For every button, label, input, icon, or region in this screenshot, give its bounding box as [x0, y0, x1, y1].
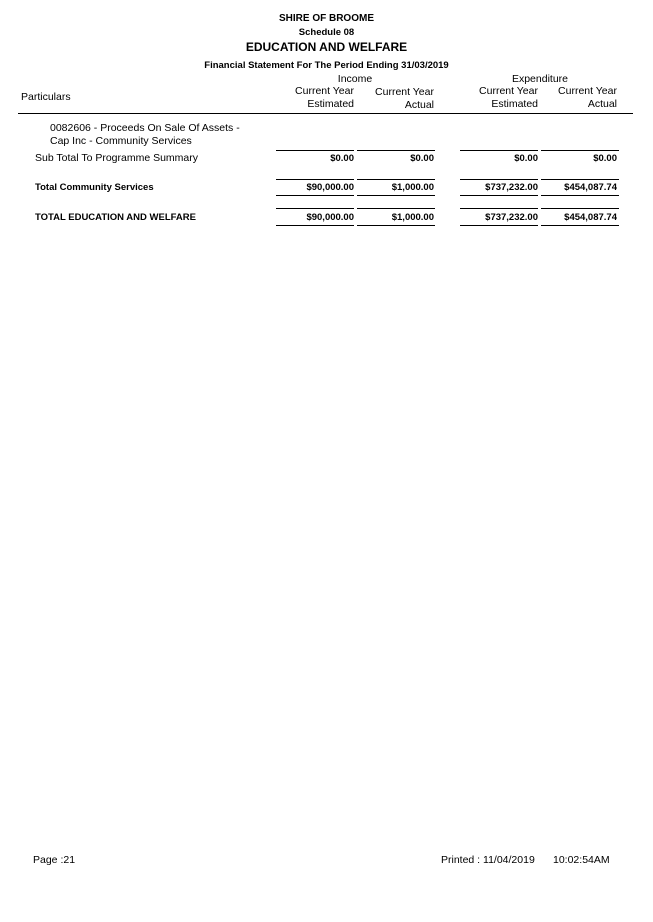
subtotal-exp-estimated: $0.00: [514, 153, 538, 164]
subtotal-income-actual: $0.00: [410, 153, 434, 164]
community-total-label: Total Community Services: [35, 182, 154, 193]
exp-actual-header: Current Year Actual: [558, 85, 617, 110]
exp-estimated-header: Current Year Estimated: [479, 85, 538, 110]
page-title: EDUCATION AND WELFARE: [245, 40, 408, 54]
printed-time: 10:02:54AM: [553, 854, 610, 866]
page-number: Page :21: [33, 854, 76, 866]
printed-date: Printed : 11/04/2019: [441, 854, 535, 866]
community-income-actual: $1,000.00: [391, 182, 434, 193]
grand-rule-bottom-2: [357, 225, 435, 226]
org-name: SHIRE OF BROOME: [278, 13, 374, 24]
community-rule-bottom-1: [276, 195, 354, 196]
grand-rule-top-1: [276, 208, 354, 209]
schedule-label: Schedule 08: [298, 27, 355, 38]
community-rule-bottom-2: [357, 195, 435, 196]
community-rule-top-4: [541, 179, 619, 180]
community-income-estimated: $90,000.00: [306, 182, 354, 193]
subtotal-rule-3: [460, 150, 538, 151]
community-rule-bottom-4: [541, 195, 619, 196]
subtotal-rule-1: [276, 150, 354, 151]
grand-rule-bottom-3: [460, 225, 538, 226]
particulars-header: Particulars: [21, 91, 71, 103]
grand-rule-bottom-1: [276, 225, 354, 226]
subtotal-rule-2: [357, 150, 435, 151]
income-estimated-header: Current Year Estimated: [295, 85, 354, 110]
subtotal-income-estimated: $0.00: [330, 153, 354, 164]
community-rule-bottom-3: [460, 195, 538, 196]
subtotal-label: Sub Total To Programme Summary: [35, 152, 199, 164]
grand-rule-bottom-4: [541, 225, 619, 226]
grand-total-label: TOTAL EDUCATION AND WELFARE: [35, 212, 196, 223]
income-group-header: Income: [337, 73, 373, 85]
grand-rule-top-3: [460, 208, 538, 209]
community-rule-top-1: [276, 179, 354, 180]
account-description: 0082606 - Proceeds On Sale Of Assets - Cap Inc - Community Services: [50, 122, 240, 147]
community-rule-top-3: [460, 179, 538, 180]
subtotal-exp-actual: $0.00: [593, 153, 617, 164]
period-label: Financial Statement For The Period Ending 31/03/2019: [204, 60, 449, 71]
header-divider: [18, 113, 633, 114]
grand-income-actual: $1,000.00: [391, 212, 434, 223]
subtotal-rule-4: [541, 150, 619, 151]
grand-rule-top-2: [357, 208, 435, 209]
grand-exp-estimated: $737,232.00: [485, 212, 538, 223]
grand-exp-actual: $454,087.74: [564, 212, 617, 223]
community-exp-estimated: $737,232.00: [485, 182, 538, 193]
grand-rule-top-4: [541, 208, 619, 209]
income-actual-header: Current Year Actual: [375, 86, 434, 111]
expenditure-group-header: Expenditure: [511, 73, 569, 85]
grand-income-estimated: $90,000.00: [306, 212, 354, 223]
community-rule-top-2: [357, 179, 435, 180]
community-exp-actual: $454,087.74: [564, 182, 617, 193]
